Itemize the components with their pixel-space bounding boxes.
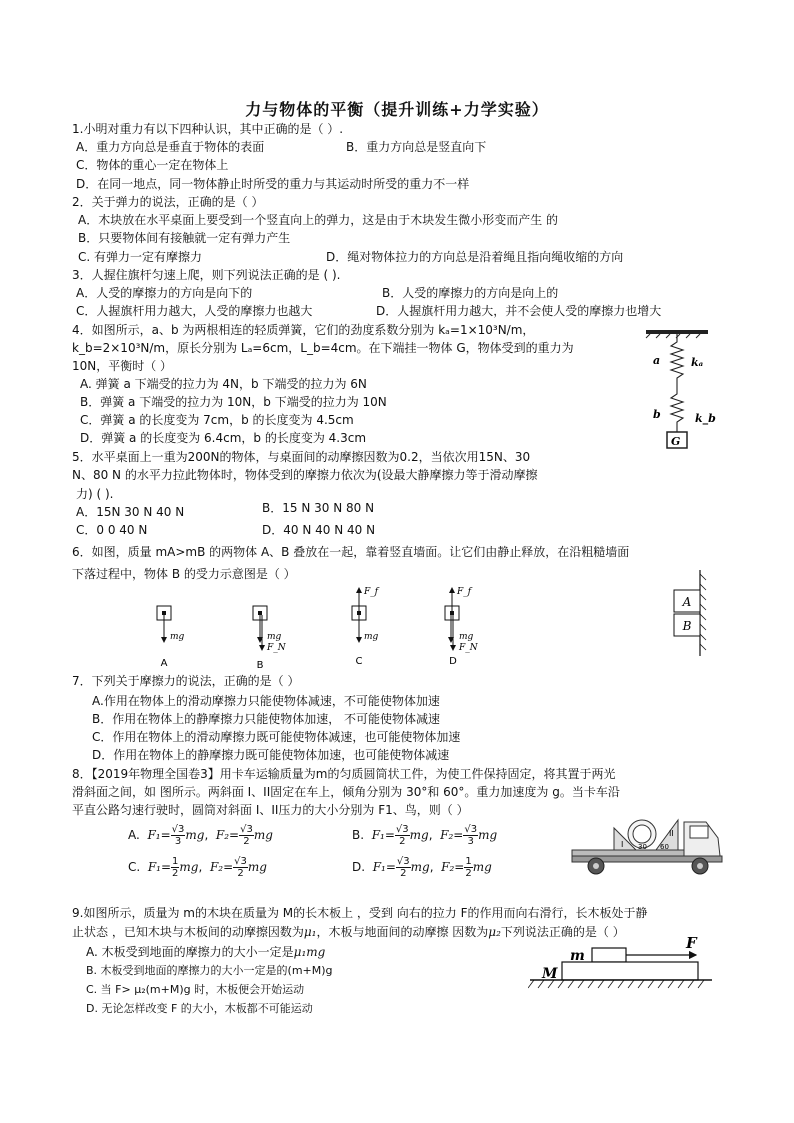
- q1-option-c: C．物体的重心一定在物体上: [76, 158, 229, 172]
- q7-option-b: B．作用在物体上的静摩擦力只能使物体加速， 不可能使物体减速: [92, 712, 441, 726]
- q1-option-d: D．在同一地点，同一物体静止时所受的重力与其运动时所受的重力不一样: [76, 177, 470, 191]
- diagram-d-fn: F_N: [459, 643, 478, 653]
- wall-figure: [668, 568, 708, 660]
- q1-option-b: B．重力方向总是竖直向下: [346, 140, 487, 154]
- q8-option-b: B. F₁= $\frac{√3}{2}$ mg, F₂= $\frac{√3}{3}$ mg: [352, 824, 498, 847]
- spring-a-label: a: [653, 354, 661, 367]
- slope-i-label: I: [621, 840, 624, 849]
- q1-stem: 1.小明对重力有以下四种认识，其中正确的是（ ）.: [72, 122, 344, 136]
- q4-stem-line1: 4．如图所示，a、b 为两根相连的轻质弹簧，它们的劲度系数分别为 kₐ=1×10³N/m，: [72, 323, 535, 337]
- q4-option-d: D．弹簧 a 的长度变为 6.4cm，b 的长度变为 4.3cm: [80, 431, 367, 445]
- slope-ii-label: II: [669, 829, 674, 838]
- q3-option-b: B．人受的摩擦力的方向是向上的: [382, 286, 559, 300]
- q2-option-c: C. 有弹力一定有摩擦力: [78, 250, 203, 264]
- q5-stem-line3: 力) ( ).: [76, 487, 114, 501]
- q5-option-c: C．0 0 40 N: [76, 523, 148, 537]
- q7-option-d: D．作用在物体上的静摩擦力既可能使物体加速，也可能使物体减速: [92, 748, 450, 762]
- q4-stem-line2: k_b=2×10³N/m，原长分别为 Lₐ=6cm，L_b=4cm。在下端挂一物体 G，物体受到的重力为: [72, 341, 574, 355]
- force-F-label: F: [686, 934, 697, 952]
- q2-option-b: B．只要物体间有接触就一定有弹力产生: [78, 231, 291, 245]
- page-title: 力与物体的平衡（提升训练+力学实验）: [245, 100, 549, 119]
- q2-stem: 2．关于弹力的说法，正确的是（ ）: [72, 195, 264, 209]
- spring-ka-label: kₐ: [691, 356, 704, 369]
- q3-option-a: A．人受的摩擦力的方向是向下的: [76, 286, 253, 300]
- q9-stem-line2: 止状态 ，已知木块与木板间的动摩擦因数为μ₁，木板与地面间的动摩擦 因数为μ₂下列说法正确的是（ ）: [72, 925, 625, 939]
- q8-stem-line1: 8．【2019年物理全国卷3】用卡车运输质量为m的匀质圆筒状工件，为使工件保持固定，将其置于两光: [72, 767, 616, 781]
- weight-g-label: G: [671, 435, 681, 448]
- diagram-d-mg: mg: [459, 632, 474, 642]
- diagram-a-mg: mg: [170, 632, 185, 642]
- q2-option-a: A．木块放在水平桌面上要受到一个竖直向上的弹力，这是由于木块发生微小形变而产生 的: [78, 213, 559, 227]
- block-m-label: m: [570, 948, 585, 964]
- diagram-b-label: B: [256, 660, 264, 670]
- q5-stem-line2: N、80 N 的水平力拉此物体时，物体受到的摩擦力依次为(设最大静摩擦力等于滑动摩擦: [72, 468, 538, 482]
- q8-option-d: D. F₁= $\frac{√3}{2}$ mg, F₂= $\frac{1}{2}$ mg: [352, 856, 492, 879]
- q7-stem: 7．下列关于摩擦力的说法，正确的是（ ）: [72, 674, 300, 688]
- diagram-c-mg: mg: [364, 632, 379, 642]
- diagram-a-label: A: [160, 658, 168, 669]
- q8-stem-line2: 滑斜面之间，如 图所示。两斜面 I、II固定在车上，倾角分别为 30°和 60°。重力加速度为 g。当卡车沿: [72, 785, 620, 799]
- diagram-c-label: C: [355, 656, 363, 667]
- q7-option-c: C．作用在物体上的滑动摩擦力既可能使物体减速，也可能使物体加速: [92, 730, 461, 744]
- q7-option-a: A.作用在物体上的滑动摩擦力只能使物体减速，不可能使物体加速: [92, 694, 440, 708]
- q2-option-d: D．绳对物体拉力的方向总是沿着绳且指向绳收缩的方向: [326, 250, 624, 264]
- q5-option-d: D．40 N 40 N 40 N: [262, 523, 376, 537]
- force-diagrams: [140, 584, 500, 670]
- diagram-d-ff: F_f: [457, 587, 472, 597]
- diagram-b-fn: F_N: [267, 643, 286, 653]
- q6-stem-line1: 6．如图，质量 mA>mB 的两物体 A、B 叠放在一起，靠着竖直墙面。让它们由静止释放，在沿粗糙墙面: [72, 545, 630, 559]
- q6-stem-line2: 下落过程中，物体 B 的受力示意图是（ ）: [72, 567, 296, 581]
- spring-figure: [640, 328, 720, 458]
- q4-option-c: C．弹簧 a 的长度变为 7cm，b 的长度变为 4.5cm: [80, 413, 354, 427]
- q9-option-a: A. 木板受到地面的摩擦力的大小一定是μ₁mg: [86, 945, 326, 959]
- q4-option-a: A. 弹簧 a 下端受的拉力为 4N，b 下端受的拉力为 6N: [80, 377, 367, 391]
- board-figure: [528, 932, 714, 998]
- truck-figure: [566, 812, 726, 882]
- q3-stem: 3．人握住旗杆匀速上爬，则下列说法正确的是 ( ).: [72, 268, 341, 282]
- diagram-d-label: D: [449, 656, 457, 667]
- board-M-label: M: [542, 966, 558, 982]
- q8-option-c: C. F₁= $\frac{1}{2}$ mg, F₂= $\frac{√3}{2}$ mg: [128, 856, 267, 879]
- wall-block-a: A: [682, 595, 692, 609]
- q9-option-b: B. 木板受到地面的摩擦力的大小一定是的(m+M)g: [86, 964, 333, 977]
- spring-b-label: b: [653, 408, 661, 421]
- q5-option-b: B．15 N 30 N 80 N: [262, 501, 375, 515]
- spring-kb-label: k_b: [695, 412, 716, 425]
- q8-stem-line3: 平直公路匀速行驶时，圆筒对斜面 I、II压力的大小分别为 F1、鸟，则（ ）: [72, 803, 469, 817]
- q5-stem-line1: 5．水平桌面上一重为200N的物体，与桌面间的动摩擦因数为0.2，当依次用15N、30: [72, 450, 531, 464]
- q4-option-b: B．弹簧 a 下端受的拉力为 10N，b 下端受的拉力为 10N: [80, 395, 387, 409]
- q9-option-c: C. 当 F> μ₂(m+M)g 时，木板便会开始运动: [86, 983, 305, 996]
- angle-30-label: 30: [638, 843, 647, 851]
- q1-option-a: A．重力方向总是垂直于物体的表面: [76, 140, 265, 154]
- diagram-b-mg: mg: [267, 632, 282, 642]
- diagram-c-ff: F_f: [364, 587, 379, 597]
- wall-block-b: B: [682, 619, 692, 633]
- q5-option-a: A．15N 30 N 40 N: [76, 505, 185, 519]
- q3-option-c: C．人握旗杆用力越大，人受的摩擦力也越大: [76, 304, 313, 318]
- q9-stem-line1: 9.如图所示，质量为 m的木块在质量为 M的长木板上 ，受到 向右的拉力 F的作用而向右滑行，长木板处于静: [72, 906, 648, 920]
- q9-option-d: D. 无论怎样改变 F 的大小，木板都不可能运动: [86, 1002, 313, 1015]
- q4-stem-line3: 10N，平衡时（ ）: [72, 359, 173, 373]
- q3-option-d: D．人握旗杆用力越大，并不会使人受的摩擦力也增大: [376, 304, 662, 318]
- angle-60-label: 60: [660, 843, 669, 851]
- q8-option-a: A. F₁= $\frac{√3}{3}$ mg, F₂= $\frac{√3}{2}$ mg: [128, 824, 273, 847]
